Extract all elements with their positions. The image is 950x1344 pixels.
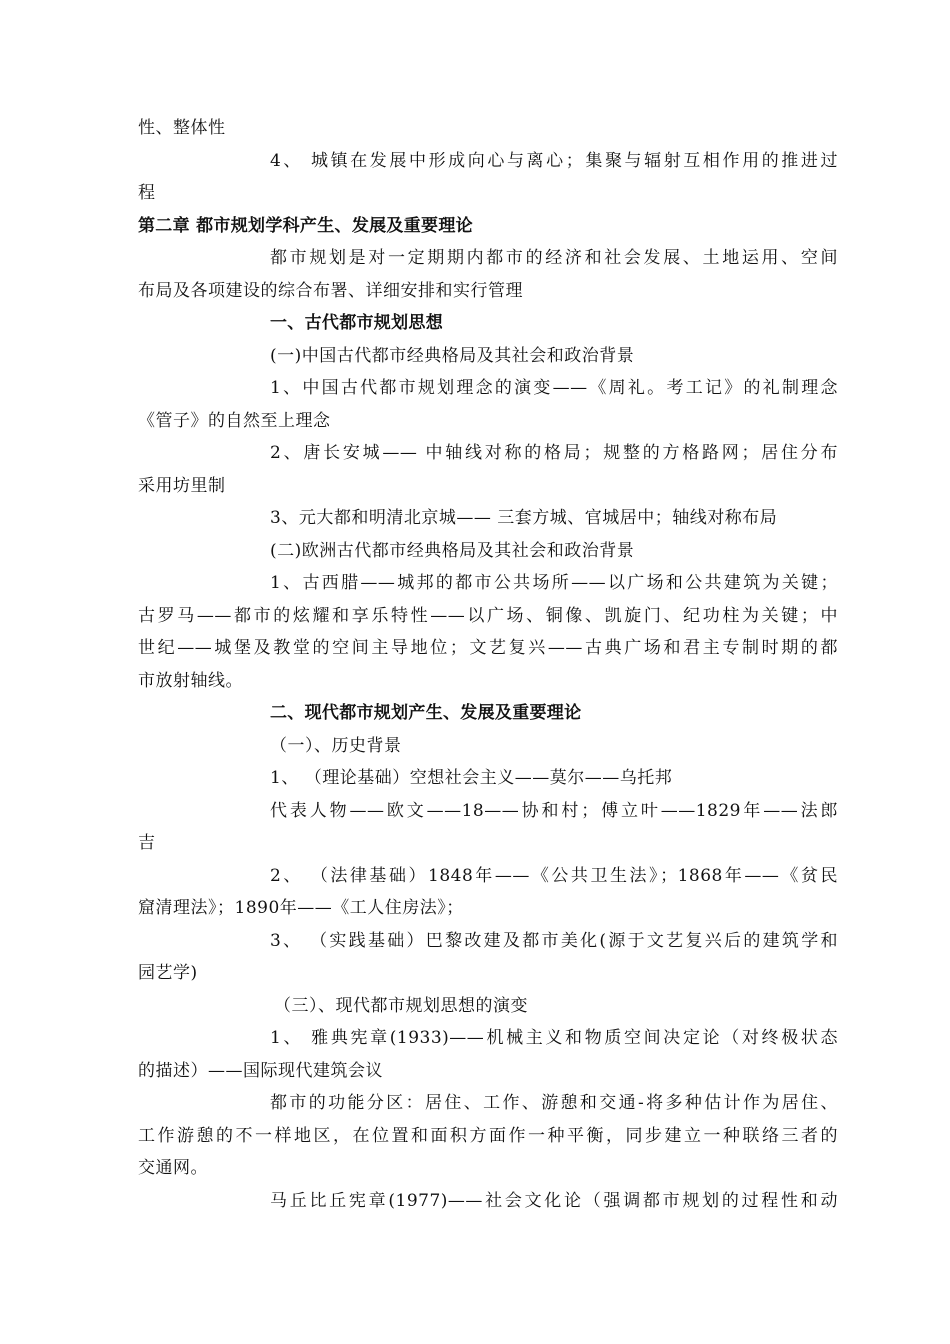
text-line: 2、 （法律基础）1848年——《公共卫生法》；1868年——《贫民 <box>270 865 838 886</box>
section-heading: 二、现代都市规划产生、发展及重要理论 <box>270 703 582 723</box>
text-line: （一）、历史背景 <box>270 735 402 756</box>
text-line: 布局及各项建设的综合布署、详细安排和实行管理 <box>138 280 523 301</box>
text-line: 市放射轴线。 <box>138 670 243 691</box>
text-line: 工作游憩的不一样地区，在位置和面积方面作一种平衡，同步建立一种联络三者的 <box>138 1125 838 1146</box>
text-line: 都市的功能分区：居住、工作、游憩和交通-将多种估计作为居住、 <box>270 1093 838 1113</box>
text-line: 园艺学) <box>138 963 198 983</box>
section-heading: 一、古代都市规划思想 <box>270 313 443 333</box>
text-line: 都市规划是对一定期期内都市的经济和社会发展、土地运用、空间 <box>270 248 838 268</box>
text-line: （三）、现代都市规划思想的演变 <box>274 995 528 1016</box>
text-line: 窟清理法》；1890年——《工人住房法》； <box>138 898 464 918</box>
text-line: 交通网。 <box>138 1158 208 1178</box>
text-line: 3、 （实践基础）巴黎改建及都市美化(源于文艺复兴后的建筑学和 <box>270 930 838 951</box>
text-line: 1、古西腊——城邦的都市公共场所——以广场和公共建筑为关键； <box>270 573 838 593</box>
text-line: (一)中国古代都市经典格局及其社会和政治背景 <box>270 345 635 366</box>
text-line: 1、中国古代都市规划理念的演变——《周礼。考工记》的礼制理念 <box>270 378 838 398</box>
text-line: 吉 <box>138 833 156 853</box>
text-line: 代表人物——欧文——18——协和村；傅立叶——1829年——法郎 <box>270 800 838 821</box>
text-line: 程 <box>138 183 156 203</box>
text-line: (二)欧洲古代都市经典格局及其社会和政治背景 <box>270 540 635 561</box>
text-line: 3、元大都和明清北京城—— 三套方城、官城居中；轴线对称布局 <box>270 508 778 528</box>
text-line: 世纪——城堡及教堂的空间主导地位；文艺复兴——古典广场和君主专制时期的都 <box>138 638 838 658</box>
text-line: 采用坊里制 <box>138 475 226 496</box>
text-line: 马丘比丘宪章(1977)——社会文化论（强调都市规划的过程性和动 <box>270 1190 838 1211</box>
document-page <box>138 112 838 1217</box>
text-line: 1、 雅典宪章(1933)——机械主义和物质空间决定论（对终极状态 <box>270 1028 838 1048</box>
text-line: 2、唐长安城—— 中轴线对称的格局；规整的方格路网；居住分布 <box>270 443 838 463</box>
text-line: 4、 城镇在发展中形成向心与离心；集聚与辐射互相作用的推进过 <box>270 150 838 171</box>
text-line: 性、整体性 <box>138 118 226 138</box>
chapter-heading: 第二章 都市规划学科产生、发展及重要理论 <box>138 215 473 236</box>
text-line: 古罗马——都市的炫耀和享乐特性——以广场、铜像、凯旋门、纪功柱为关键；中 <box>138 605 838 626</box>
text-line: 的描述）——国际现代建筑会议 <box>138 1060 383 1081</box>
text-line: 1、 （理论基础）空想社会主义——莫尔——乌托邦 <box>270 768 673 788</box>
text-line: 《管子》的自然至上理念 <box>138 410 331 431</box>
